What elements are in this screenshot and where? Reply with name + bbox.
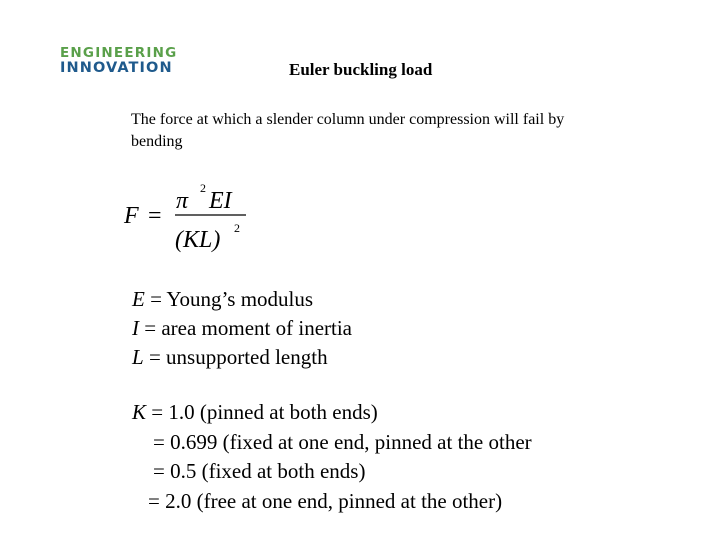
logo-line-1: ENGINEERING	[60, 45, 178, 61]
k-line-pinned-both	[132, 398, 532, 428]
euler-formula	[120, 175, 260, 255]
k-value-text: = 1.0 (pinned at both ends)	[146, 400, 378, 424]
formula-pi-exponent: 2	[200, 181, 206, 195]
k-factor-list	[132, 398, 532, 516]
k-line-fixed-pinned: = 0.699 (fixed at one end, pinned at the other	[153, 429, 532, 454]
formula-denominator: (KL)	[175, 227, 221, 253]
logo-line-2: INNOVATION	[60, 60, 173, 76]
variable-symbol: E	[132, 287, 145, 311]
variable-line-e	[132, 285, 352, 314]
engineering-innovation-logo	[58, 44, 198, 76]
variable-description: = Young’s modulus	[144, 287, 314, 311]
variable-symbol: L	[132, 345, 144, 369]
formula-lhs: F	[124, 203, 139, 229]
k-line-free-pinned: = 2.0 (free at one end, pinned at the other)	[148, 488, 503, 513]
formula-pi: π	[176, 188, 189, 214]
formula-numerator-vars: EI	[209, 188, 232, 214]
definition-text: The force at which a slender column under compression will fail by bending	[131, 111, 565, 150]
variable-line-i	[132, 314, 352, 343]
variable-line-l	[132, 343, 352, 372]
k-symbol: K	[132, 400, 147, 424]
formula-graphic	[120, 175, 260, 255]
logo-graphic	[58, 44, 198, 76]
variable-symbol: I	[132, 316, 139, 340]
variable-description: = area moment of inertia	[139, 316, 353, 340]
formula-denominator-exponent: 2	[234, 221, 240, 235]
variable-description: = unsupported length	[143, 345, 328, 369]
variable-definitions	[132, 285, 352, 372]
page-title: Euler buckling load	[289, 60, 433, 79]
formula-equals: =	[148, 203, 162, 229]
k-line-fixed-both: = 0.5 (fixed at both ends)	[153, 459, 366, 483]
